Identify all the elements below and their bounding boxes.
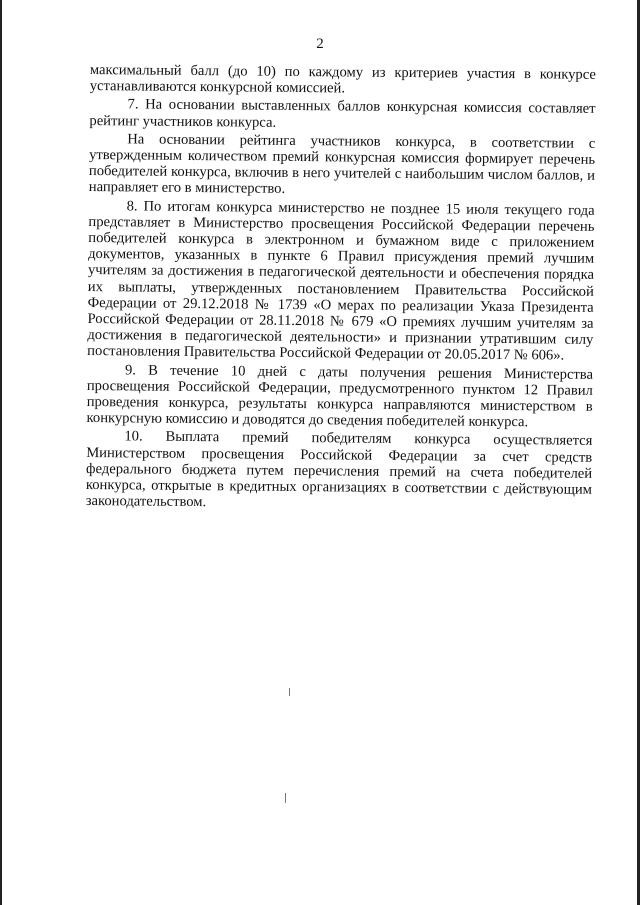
scan-edge-left — [0, 0, 2, 905]
page-number: 2 — [316, 36, 324, 52]
scan-mark — [285, 793, 286, 803]
paragraph-7: 7. На основании выставленных баллов конкурсная комиссия составляет рейтинг участников конкурса. — [89, 96, 596, 131]
document-body — [86, 62, 596, 514]
scan-mark — [289, 688, 290, 696]
paragraph-continuation: максимальный балл (до 10) по каждому из критериев участия в конкурсе устанавливаются конкурсной комиссией. — [89, 62, 596, 97]
paragraph-8: 8. По итогам конкурса министерство не позднее 15 июля текущего года представляет в Министерство просвещения Российской Федерации перечень победителей конкурса в электронном и бумажном виде с приложением документов, указанных в пункте 6 Правил присуждения премий лучшим учителям за достижения в педагогической деятельности и обеспечения порядка их выплаты, утвержденных постановлением Правительства Российской Федерации от 29.12.2018 № 1739 «О мерах по реализации Указа Президента Российской Федерации от 28.11.2018 № 679 «О премиях лучшим учителям за достижения в педагогической деятельности» и признании утратившим силу постановления Правительства Российской Федерации от 20.05.2017 № 606». — [87, 197, 595, 365]
paragraph-7-rating: На основании рейтинга участников конкурса, в соответствии с утвержденным количеством премий конкурсная комиссия формирует перечень победителей конкурса, включив в него учителей с наибольшим числом баллов, и направляет его в министерство. — [88, 131, 596, 198]
paragraph-10: 10. Выплата премий победителям конкурса осуществляется Министерством просвещения Российской Федерации за счет средств федерального бюджета путем перечисления премий на счета победителей конкурса, открытые в кредитных организациях в соответствии с действующим законодательством. — [85, 428, 593, 511]
paragraph-9: 9. В течение 10 дней с даты получения решения Министерства просвещения Российской Федерации, предусмотренного пунктом 12 Правил проведения конкурса, результаты конкурса направляются министерством в конкурсную комиссию и доводятся до сведения победителей конкурса. — [86, 362, 594, 431]
